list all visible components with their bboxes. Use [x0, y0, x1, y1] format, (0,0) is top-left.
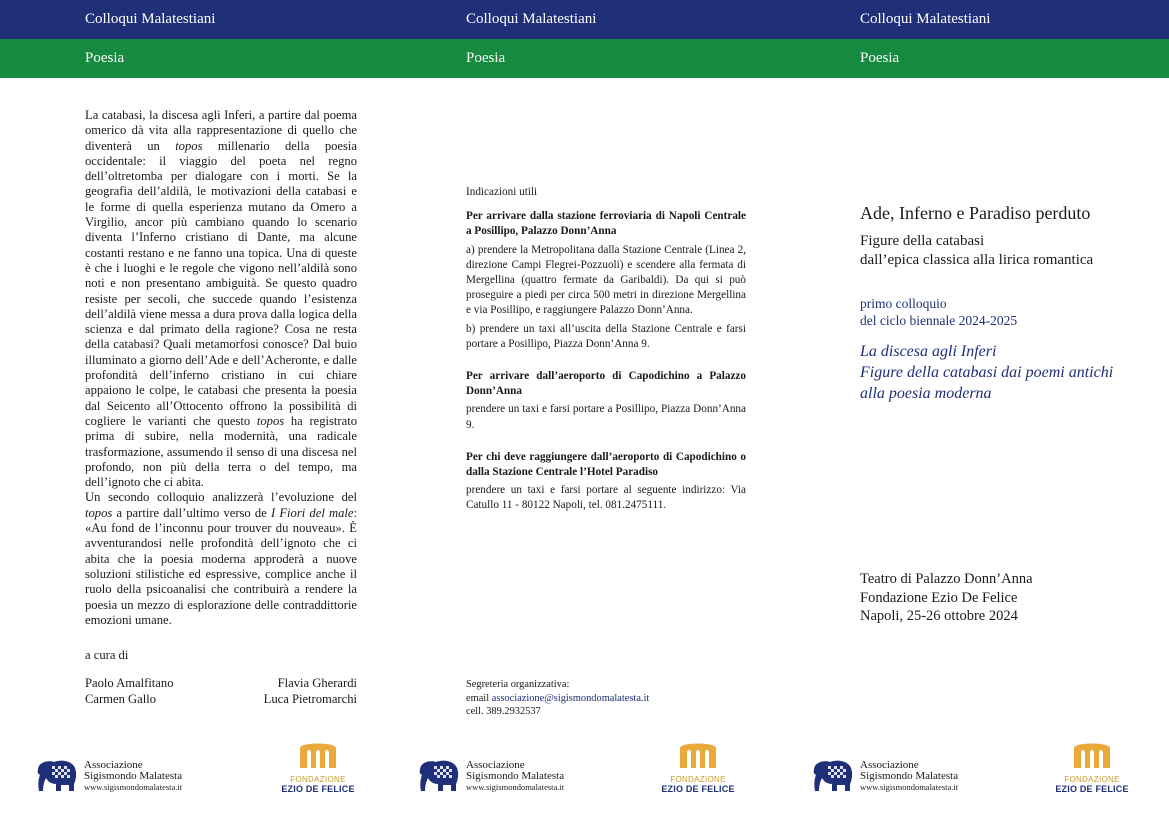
event-subtitle-1: Figure della catabasi [860, 233, 985, 249]
fdf-label-2: EZIO DE FELICE [1055, 784, 1129, 794]
directions-airport-title: Per arrivare dall’aeroporto di Capodichino a Palazzo Donn’Anna [466, 370, 746, 398]
second-text-b: a partire dall’ultimo verso de [116, 505, 267, 520]
assoc-logo-middle [414, 758, 564, 793]
fdf-label-2: EZIO DE FELICE [661, 784, 735, 794]
section-label-middle: Poesia [466, 50, 506, 66]
directions-hotel-title: Per chi deve raggiungere dall’aeroporto di Capodichino o dalla Stazione Centrale l’Hotel Paradiso [466, 450, 746, 479]
directions-station-b: b) prendere un taxi all’uscita della Stazione Centrale e farsi portare a Posillipo, Piazza Donn’Anna 9. [466, 322, 746, 350]
fdf-label-1: FONDAZIONE [290, 775, 346, 784]
directions-station-title: Per arrivare dalla stazione ferroviaria di Napoli Centrale a Posillipo, Palazzo Donn’Anna [466, 210, 746, 238]
assoc-logo-right [808, 758, 958, 793]
fdf-label-1: FONDAZIONE [670, 775, 726, 784]
curator-name: Paolo Amalfitano [85, 676, 174, 691]
venue-line-3: Napoli, 25-26 ottobre 2024 [860, 608, 1018, 624]
secretariat-label: Segreteria organizzativa: [466, 679, 570, 690]
left-column [85, 108, 357, 707]
fdf-arches-icon [298, 740, 338, 770]
middle-column [466, 185, 746, 514]
elephant-icon [32, 758, 80, 792]
assoc-name-1: Associazione [860, 759, 919, 771]
intro-text-a: La catabasi, la discesa agli Inferi, a partire dal poema omerico dà vita alla rappresentazione di quello che diventerà un [85, 108, 357, 153]
secretariat-block [466, 678, 746, 719]
fdf-label-1: FONDAZIONE [1064, 775, 1120, 784]
event-title: Ade, Inferno e Paradiso perduto [860, 203, 1091, 223]
section-label-right: Poesia [860, 50, 900, 66]
intro-paragraph [85, 108, 357, 490]
assoc-name-1: Associazione [84, 759, 143, 771]
fdf-arches-icon [678, 740, 718, 770]
fdf-logo-right [1052, 740, 1132, 794]
useful-info-heading: Indicazioni utili [466, 186, 538, 198]
intro-topos-1: topos [175, 138, 203, 153]
email-link[interactable]: associazione@sigismondomalatesta.it [491, 692, 650, 704]
secretariat-email-line [466, 692, 746, 706]
assoc-logo-left [32, 758, 182, 793]
assoc-url: www.sigismondomalatesta.it [860, 782, 959, 792]
series-label-middle: Colloqui Malatestiani [466, 11, 597, 27]
intro-topos-2: topos [256, 413, 285, 428]
assoc-name-2: Sigismondo Malatesta [860, 770, 959, 782]
event-subtitle-2: dall’epica classica alla lirica romantica [860, 252, 1094, 268]
series-label-right: Colloqui Malatestiani [860, 11, 991, 27]
elephant-icon [414, 758, 462, 792]
section-label-left: Poesia [85, 50, 125, 66]
venue-line-2: Fondazione Ezio De Felice [860, 589, 1018, 606]
fdf-logo-middle [658, 740, 738, 794]
directions-hotel-text: prendere un taxi e farsi portare al seguente indirizzo: Via Catullo 11 - 80122 Napoli, tel. 081.2475111. [466, 484, 746, 512]
curated-by-label: a cura di [85, 648, 129, 663]
second-text-c: : «Au fond de l’inconnu pour trouver du nouveau». È avventurandosi nelle profondità dell’ignoto che ci abita che la poesia moderna approderà a nuove soluzioni stilistiche ed espressive, complice anche il ruolo della psicoanalisi che contribuirà a rendere la poesia un mezzo di esplorazione delle contraddittorie emozioni umane. [85, 505, 357, 627]
assoc-url: www.sigismondomalatesta.it [84, 782, 183, 792]
curator-name: Flavia Gherardi [277, 676, 357, 691]
assoc-logo-text [84, 760, 182, 793]
curators-row-1 [85, 676, 357, 691]
curators-row-2 [85, 692, 357, 707]
intro-text-c: ha registrato prima di subire, nella modernità, una radicale trasformazione, assumendo il senso di una discesa nel profondo, non più della terra o del tempo, ma dell’ignoto che ci abita. [85, 413, 358, 490]
colloquio-title-3: alla poesia moderna [860, 385, 992, 402]
directions-airport-text: prendere un taxi e farsi portare a Posillipo, Piazza Donn’Anna 9. [466, 403, 746, 431]
directions-station-a: a) prendere la Metropolitana dalla Stazione Centrale (Linea 2, direzione Campi Flegrei-Pozzuoli) e scendere alla fermata di Mergellina (quattro fermate da Garibaldi). Da qui si può proseguire a piedi per circa 500 metri in direzione Mergellina e via Posillipo, e raggiungere Palazzo Donn’Anna. [466, 243, 746, 317]
header-band-section [0, 39, 1169, 78]
assoc-name-2: Sigismondo Malatesta [84, 770, 183, 782]
curator-name: Luca Pietromarchi [263, 691, 357, 706]
elephant-icon [808, 758, 856, 792]
assoc-url: www.sigismondomalatesta.it [466, 782, 565, 792]
second-paragraph [85, 490, 357, 628]
email-label: email [466, 692, 490, 704]
curator-name: Carmen Gallo [85, 691, 156, 706]
colloquio-title-1: La discesa agli Inferi [860, 343, 997, 360]
fdf-label-2: EZIO DE FELICE [281, 784, 355, 794]
assoc-logo-text [466, 760, 564, 793]
second-topos: topos [85, 505, 113, 520]
intro-text-b: millenario della poesia occidentale: il viaggio del poeta nel regno dell’oltretomba per dialogare con i morti. Se la geografia dell’aldilà, le motivazioni della catabasi e le forme di quella esperienza mutano da Omero a Virgilio, ancor più cambiano quando lo scenario diventa l’Inferno cristiano di Dante, ma alcune costanti restano e ne fanno una topica. Una di queste è che i luoghi e le regole che vigono nell’aldilà sono noti e non presentano ambiguità. Se questo quadro resiste per secoli, che succede quando l’esistenza dell’aldilà viene messa a dura prova dalla logica della scienza e dal primato della ragione? Cosa ne resta della catabasi? Quali metamorfosi conosce? Dal buio illuminato a giorno dell’Ade e dell’Acheronte, e dalle profondità dell’inferno cristiano in cui chiare appaiono le colpe, le catabasi che presenta la poesia dal Seicento all’Ottocento offrono la possibilità di cogliere le varianti che questo [85, 138, 357, 428]
fdf-arches-icon [1072, 740, 1112, 770]
right-column [860, 202, 1150, 404]
fdf-logo-left [278, 740, 358, 794]
curators-block [85, 676, 357, 707]
fiori-del-male-title: I Fiori del male [270, 505, 354, 520]
assoc-name-2: Sigismondo Malatesta [466, 770, 565, 782]
colloquio-label-1: primo colloquio [860, 296, 947, 311]
colloquio-title-2: Figure della catabasi dai poemi antichi [860, 364, 1114, 381]
venue-line-1: Teatro di Palazzo Donn’Anna [860, 571, 1033, 587]
assoc-logo-text [860, 760, 958, 793]
series-label-left: Colloqui Malatestiani [85, 11, 216, 27]
secretariat-phone: cell. 389.2932537 [466, 706, 541, 717]
colloquio-label-2: del ciclo biennale 2024-2025 [860, 313, 1018, 328]
venue-block [860, 570, 1150, 626]
assoc-name-1: Associazione [466, 759, 525, 771]
second-text-a: Un secondo colloquio analizzerà l’evoluzione del [85, 490, 357, 505]
